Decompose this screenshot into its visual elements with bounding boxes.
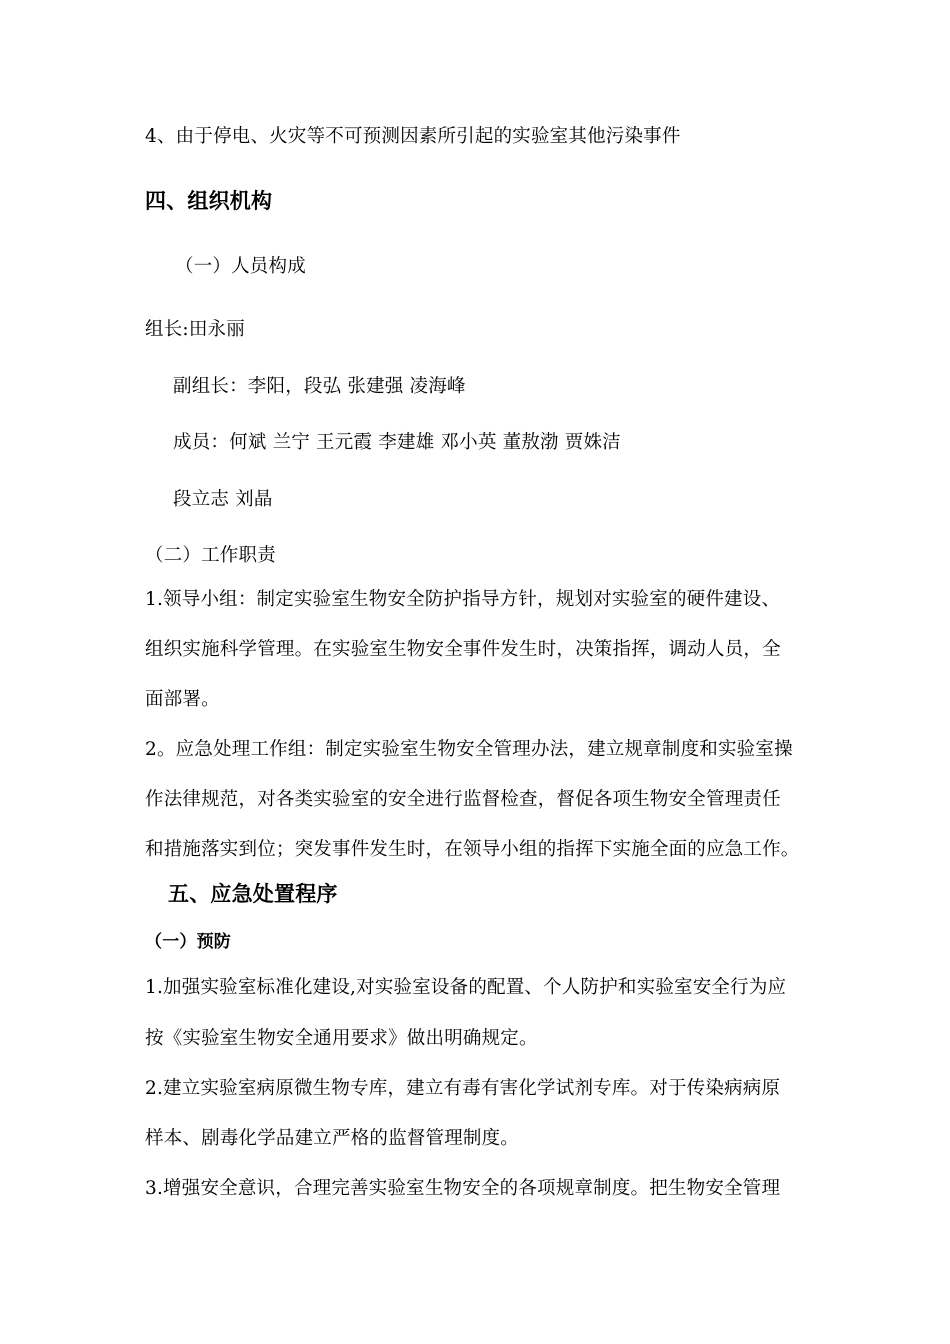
- paragraph-line: 作法律规范，对各类实验室的安全进行监督检查，督促各项生物安全管理责任: [145, 789, 781, 810]
- paragraph-line: 面部署。: [145, 689, 220, 710]
- members-line: 成员：何斌 兰宁 王元霞 李建雄 邓小英 董敖渤 贾姝洁: [173, 432, 621, 453]
- subsection-title-duties: （二）工作职责: [145, 545, 276, 566]
- leader-line: 组长:田永丽: [145, 319, 245, 340]
- paragraph-line: 按《实验室生物安全通用要求》做出明确规定。: [145, 1028, 538, 1049]
- members-line-continued: 段立志 刘晶: [173, 489, 273, 510]
- list-item-4: 4、由于停电、火灾等不可预测因素所引起的实验室其他污染事件: [145, 126, 681, 147]
- paragraph-line: 1.领导小组：制定实验室生物安全防护指导方针，规划对实验室的硬件建设、: [145, 589, 781, 610]
- paragraph-line: 2。应急处理工作组：制定实验室生物安全管理办法，建立规章制度和实验室操: [145, 739, 793, 760]
- section-title-emergency-procedure: 五、应急处置程序: [168, 882, 338, 906]
- deputy-leaders-line: 副组长：李阳，段弘 张建强 凌海峰: [173, 376, 466, 397]
- paragraph-line: 组织实施科学管理。在实验室生物安全事件发生时，决策指挥，调动人员，全: [145, 639, 781, 660]
- section-title-organization: 四、组织机构: [145, 189, 273, 213]
- paragraph-line: 1.加强实验室标准化建设,对实验室设备的配置、个人防护和实验室安全行为应: [145, 977, 787, 998]
- subsection-title-prevention: （一）预防: [145, 932, 231, 952]
- paragraph-line: 3.增强安全意识，合理完善实验室生物安全的各项规章制度。把生物安全管理: [145, 1178, 781, 1199]
- subsection-title-personnel: （一）人员构成: [175, 256, 306, 277]
- paragraph-line: 2.建立实验室病原微生物专库，建立有毒有害化学试剂专库。对于传染病病原: [145, 1078, 781, 1099]
- paragraph-line: 和措施落实到位；突发事件发生时，在领导小组的指挥下实施全面的应急工作。: [145, 839, 800, 860]
- paragraph-line: 样本、剧毒化学品建立严格的监督管理制度。: [145, 1128, 520, 1149]
